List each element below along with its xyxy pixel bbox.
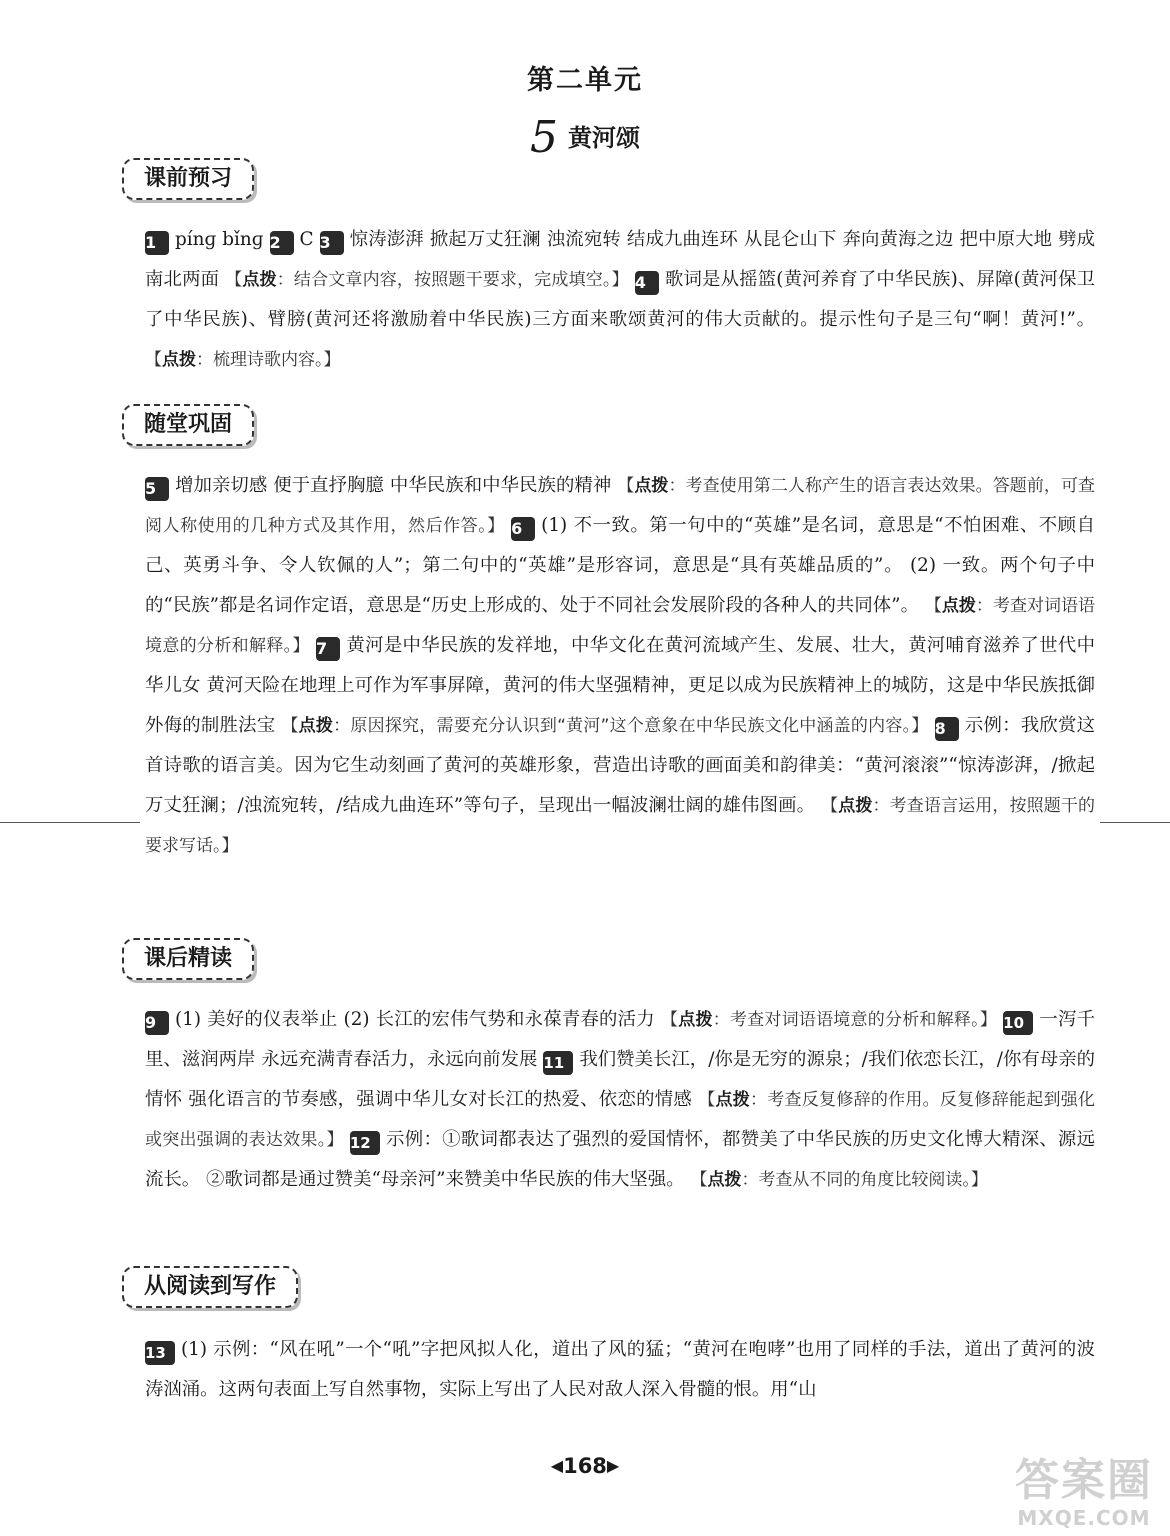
tip-text: ：考查语言运用，按照题干的要求写话。】 xyxy=(145,796,1096,856)
question-number-badge: 10 xyxy=(1003,1011,1033,1035)
tip-note: 【点拨：梳理诗歌内容。】 xyxy=(145,350,341,370)
answer-text: (1) 不一致。第一句中的“英雄”是名词，意思是“不怕困难、不顾自己、英勇斗争、令人钦佩的人”；第二句中的“英雄”是形容词，意思是“具有英雄品质的”。 (2) 一致。两个句子中的“民族”都是名词作定语，意思是“历史上形成的、处于不同社会发展阶段的各种人的共同体”。 xyxy=(145,515,1095,616)
tip-text: ：梳理诗歌内容。】 xyxy=(196,350,341,370)
watermark-text: 答案圈 xyxy=(1015,1455,1153,1506)
tip-text: ：考查对词语语境意的分析和解释。】 xyxy=(145,596,1096,656)
left-triangle-icon: ◀ xyxy=(550,1456,564,1475)
tip-label: 点拨 xyxy=(242,270,277,290)
tip-label: 点拨 xyxy=(678,1010,713,1030)
scan-cut-line xyxy=(1100,822,1170,823)
tip-note: 【点拨：考查反复修辞的作用。反复修辞能起到强化或突出强调的表达效果。】 xyxy=(145,1090,1096,1150)
watermark-logo xyxy=(1004,1456,1164,1532)
question-number-badge: 3 xyxy=(320,231,344,255)
tip-label: 点拨 xyxy=(838,796,873,816)
tip-note: 【点拨：考查对词语语境意的分析和解释。】 xyxy=(661,1010,998,1030)
lesson-heading xyxy=(0,112,1170,163)
answer-text: 我们赞美长江，/你是无穷的源泉；/我们依恋长江，/你有母亲的情怀 强化语言的节奏感，强调中华儿女对长江的热爱、依恋的情感 xyxy=(145,1049,1095,1110)
tip-text: ：考查使用第二人称产生的语言表达效果。答题前，可查阅人称使用的几种方式及其作用，然后作答。】 xyxy=(145,476,1096,536)
question-number-badge: 6 xyxy=(511,517,535,541)
answer-block-preview xyxy=(145,220,1095,380)
tip-text: ：考查从不同的角度比较阅读。】 xyxy=(741,1170,988,1190)
page-number xyxy=(0,1454,1170,1478)
answer-text: 惊涛澎湃 掀起万丈狂澜 浊流宛转 结成九曲连环 从昆仑山下 奔向黄海之边 把中原大地 劈成南北两面 xyxy=(145,229,1095,290)
answer-text: 黄河是中华民族的发祥地，中华文化在黄河流域产生、发展、壮大，黄河哺育滋养了世代中华儿女 黄河天险在地理上可作为军事屏障，黄河的伟大坚强精神，更足以成为民族精神上的城防，这是中华民族抵御外侮的制胜法宝 xyxy=(145,635,1095,736)
tip-label: 点拨 xyxy=(298,716,334,736)
page-number-value: 168 xyxy=(563,1454,607,1478)
answer-block-practice xyxy=(145,466,1095,866)
answer-text: (1) 示例：“风在吼”一个“吼”字把风拟人化，道出了风的猛；“黄河在咆哮”也用了同样的手法，道出了黄河的波涛汹涌。这两句表面上写自然事物，实际上写出了人民对敌人深入骨髓的恨。用“山 xyxy=(145,1339,1095,1400)
question-number-badge: 7 xyxy=(316,637,340,661)
tip-text: ：原因探究，需要充分认识到“黄河”这个意象在中华民族文化中涵盖的内容。】 xyxy=(333,716,929,736)
answer-block-writing xyxy=(145,1330,1095,1410)
question-number-badge: 4 xyxy=(635,271,659,295)
answer-block-reading xyxy=(145,1000,1095,1200)
tip-note: 【点拨：考查语言运用，按照题干的要求写话。】 xyxy=(145,796,1096,856)
question-number-badge: 5 xyxy=(145,477,169,501)
answer-text: 一泻千里、滋润两岸 永远充满青春活力，永远向前发展 xyxy=(145,1009,1096,1070)
answer-text: 增加亲切感 便于直抒胸臆 中华民族和中华民族的精神 xyxy=(175,475,618,496)
question-number-badge: 11 xyxy=(543,1051,573,1075)
tip-note: 【点拨：考查从不同的角度比较阅读。】 xyxy=(690,1170,988,1190)
section-label-writing: 从阅读到写作 xyxy=(122,1266,298,1308)
section-label-preview: 课前预习 xyxy=(122,158,254,200)
scan-cut-line xyxy=(0,822,140,823)
tip-text: ：考查对词语语境意的分析和解释。】 xyxy=(712,1010,998,1030)
answer-text: 歌词是从摇篮(黄河养育了中华民族)、屏障(黄河保卫了中华民族)、臂膀(黄河还将激励着中华民族)三方面来歌颂黄河的伟大贡献的。提示性句子是三句“啊！黄河!”。 xyxy=(145,269,1096,330)
tip-label: 点拨 xyxy=(162,350,196,370)
tip-text: ：考查反复修辞的作用。反复修辞能起到强化或突出强调的表达效果。】 xyxy=(145,1090,1096,1150)
answer-text: 示例：①歌词都表达了强烈的爱国情怀，都赞美了中华民族的历史文化博大精深、源远流长。 ②歌词都是通过赞美“母亲河”来赞美中华民族的伟大坚强。 xyxy=(145,1129,1095,1190)
lesson-title: 黄河颂 xyxy=(568,124,640,152)
answer-text: (1) 美好的仪表举止 (2) 长江的宏伟气势和永葆青春的活力 xyxy=(175,1009,661,1030)
question-number-badge: 8 xyxy=(935,717,959,741)
tip-note: 【点拨：考查使用第二人称产生的语言表达效果。答题前，可查阅人称使用的几种方式及其作用，然后作答。】 xyxy=(145,476,1096,536)
question-number-badge: 12 xyxy=(350,1131,380,1155)
question-number-badge: 9 xyxy=(145,1011,169,1035)
answer-text: pínɡ bǐnɡ xyxy=(175,229,270,250)
tip-note: 【点拨：考查对词语语境意的分析和解释。】 xyxy=(145,596,1096,656)
tip-label: 点拨 xyxy=(715,1090,750,1110)
tip-label: 点拨 xyxy=(941,596,976,616)
section-label-practice: 随堂巩固 xyxy=(122,404,254,446)
answer-text: C xyxy=(299,229,320,250)
watermark-url: MXQE.COM xyxy=(1017,1506,1151,1530)
unit-title: 第二单元 xyxy=(527,65,643,96)
tip-label: 点拨 xyxy=(634,476,669,496)
tip-text: ：结合文章内容，按照题干要求，完成填空。】 xyxy=(276,270,629,290)
answer-text: 示例：我欣赏这首诗歌的语言美。因为它生动刻画了黄河的英雄形象，营造出诗歌的画面美和韵律美：“黄河滚滚”“惊涛澎湃，/掀起万丈狂澜；/浊流宛转，/结成九曲连环”等句子，呈现出一幅波澜壮阔的雄伟图画。 xyxy=(145,715,1095,816)
question-number-badge: 2 xyxy=(270,231,294,255)
question-number-badge: 1 xyxy=(145,231,169,255)
tip-note: 【点拨：原因探究，需要充分认识到“黄河”这个意象在中华民族文化中涵盖的内容。】 xyxy=(281,716,929,736)
question-number-badge: 13 xyxy=(145,1341,175,1365)
lesson-number: 5 xyxy=(530,112,558,163)
tip-label: 点拨 xyxy=(707,1170,742,1190)
section-label-reading: 课后精读 xyxy=(122,938,254,980)
tip-note: 【点拨：结合文章内容，按照题干要求，完成填空。】 xyxy=(225,270,629,290)
right-triangle-icon: ▶ xyxy=(606,1456,620,1475)
